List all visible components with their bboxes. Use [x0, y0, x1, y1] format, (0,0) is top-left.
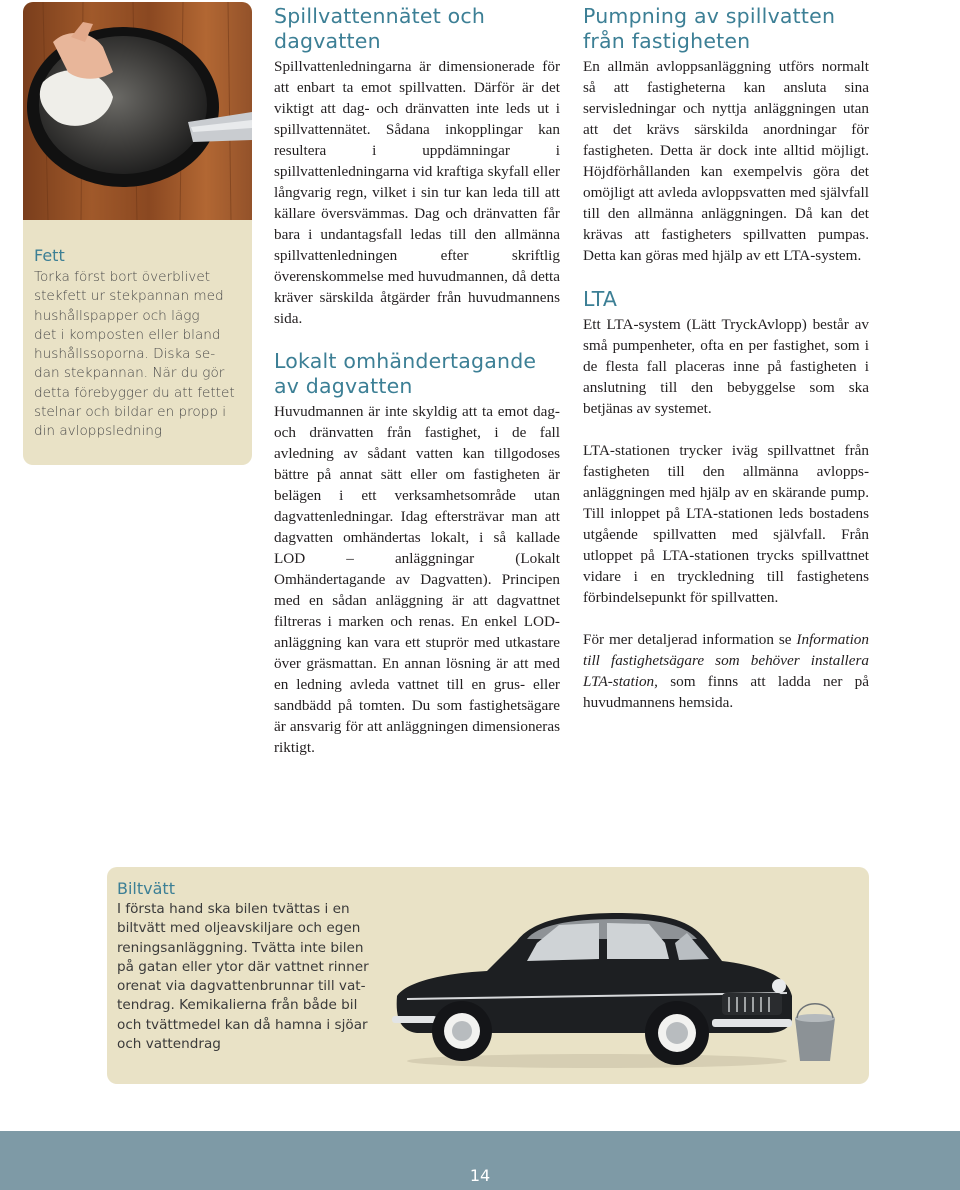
text-lta-3: För mer detaljerad information se Information till fastighetsägare som behöver installera LTA-station, som finns att ladda ner på huvudmannens hemsida.: [583, 631, 869, 711]
heading-pumpning: Pumpning av spillvatten från fastigheten: [583, 4, 836, 53]
page-number: 14: [469, 1166, 491, 1185]
car-illustration: [387, 881, 857, 1076]
middle-column: [274, 4, 560, 758]
biltvatt-title: Biltvätt: [117, 879, 175, 898]
heading-lta: LTA: [583, 287, 618, 311]
biltvatt-info-card: [107, 867, 869, 1084]
right-column: [583, 4, 869, 713]
document-reference: Information till fastighetsägare som behöver installera LTA-station: [583, 631, 869, 690]
heading-lokalt-omhandertagande: Lokalt omhändertagande av dagvatten: [274, 349, 537, 398]
biltvatt-text: I första hand ska bilen tvättas i en biltvätt med oljeavskiljare och egen reningsanläggning. Tvätta inte bilen på gatan eller ytor där vattnet rinner orenat via dagvattenbrunnar till vat- tendrag. Kemikalierna från både bil och tvättmedel kan då hamna i sjöar och vattendrag: [117, 901, 369, 1053]
fett-title: Fett: [34, 246, 65, 265]
heading-spillvattennatet: Spillvattennätet och dagvatten: [274, 4, 486, 53]
frying-pan-photo: [23, 2, 252, 220]
fett-text: Torka först bort överblivet stekfett ur stekpannan med hushållspapper och lägg det i komposten eller bland hushållssoporna. Diska se- dan stekpannan. När du gör detta förebygger du att fettet stelnar och bildar en propp i din avloppsledning: [34, 269, 235, 440]
text-lokalt-omhandertagande: Huvudmannen är inte skyldig att ta emot dag- och dränvatten från fastighet, i de fall avledning av sådant vatten kan tillgodoses bättre på annat sätt eller om fastigheten är belägen i ett verksamhetsområde utan dagvattenledningar. Idag eftersträvar man att dagvatten omhändertas lokalt, i så kallade LOD – anläggningar (Lokalt Omhändertagande av Dagvatten). Principen med en sådan anläggning är att dagvattnet filtreras i marken och renas. En enkel LOD-anläggning kan vara ett stuprör med utkastare över gräsmattan. En annan lösning är att med en ledning avleda vattnet till en grus- eller sandbädd på tomten. Du som fastighetsägare är ansvarig för att anläggningen dimensioneras riktigt.: [274, 403, 560, 756]
fett-info-card: [23, 2, 252, 465]
text-pumpning: En allmän avloppsanläggning utförs normalt så att fastigheterna kan ansluta sina servisledningar och nyttja anläggningen utan att det krävs särskilda anordningar för fastigheten. Detta är dock inte alltid möjligt. Höjdförhållanden kan exempelvis göra det omöjligt att avleda avloppsvatten med självfall till den allmänna anläggningen. Då kan det krävas att fastigheters spillvatten pumpas. Detta kan göras med hjälp av ett LTA-system.: [583, 58, 869, 264]
text-lta-1: Ett LTA-system (Lätt TryckAvlopp) består av små pumpenheter, ofta en per fastighet, som i de flesta fall placeras inne på fastigheten i anslutning till den bebyggelse som ska betjänas av systemet.: [583, 316, 869, 417]
text-spillvattennatet: Spillvattenledningarna är dimensionerade för att enbart ta emot spillvatten. Därför är det viktigt att dag- och dränvatten inte leds ut i spillvattennätet. Sådana inkopplingar kan resultera i uppdämningar i spillvattenledningarna vid kraftiga skyfall eller långvarig regn, vilket i sin tur kan leda till att källare översvämmas. Dag och dränvatten får bara i undantagsfall ledas till den allmänna spillvattenledningen efter skriftlig överenskommelse med huvudmannen, då detta kräver särskilda åtgärder från huvudmannens sida.: [274, 58, 560, 327]
text-lta-2: LTA-stationen trycker iväg spillvattnet från fastigheten till den allmänna avloppsanläggningen med hjälp av en skärande pump. Till inloppet på LTA-stationen leds bostadens utgående spillvatten med självfall. Från utloppet på LTA-stationen trycks spillvattnet vidare i en tryckledning till fastighetens förbindelsepunkt för spillvatten.: [583, 442, 869, 606]
